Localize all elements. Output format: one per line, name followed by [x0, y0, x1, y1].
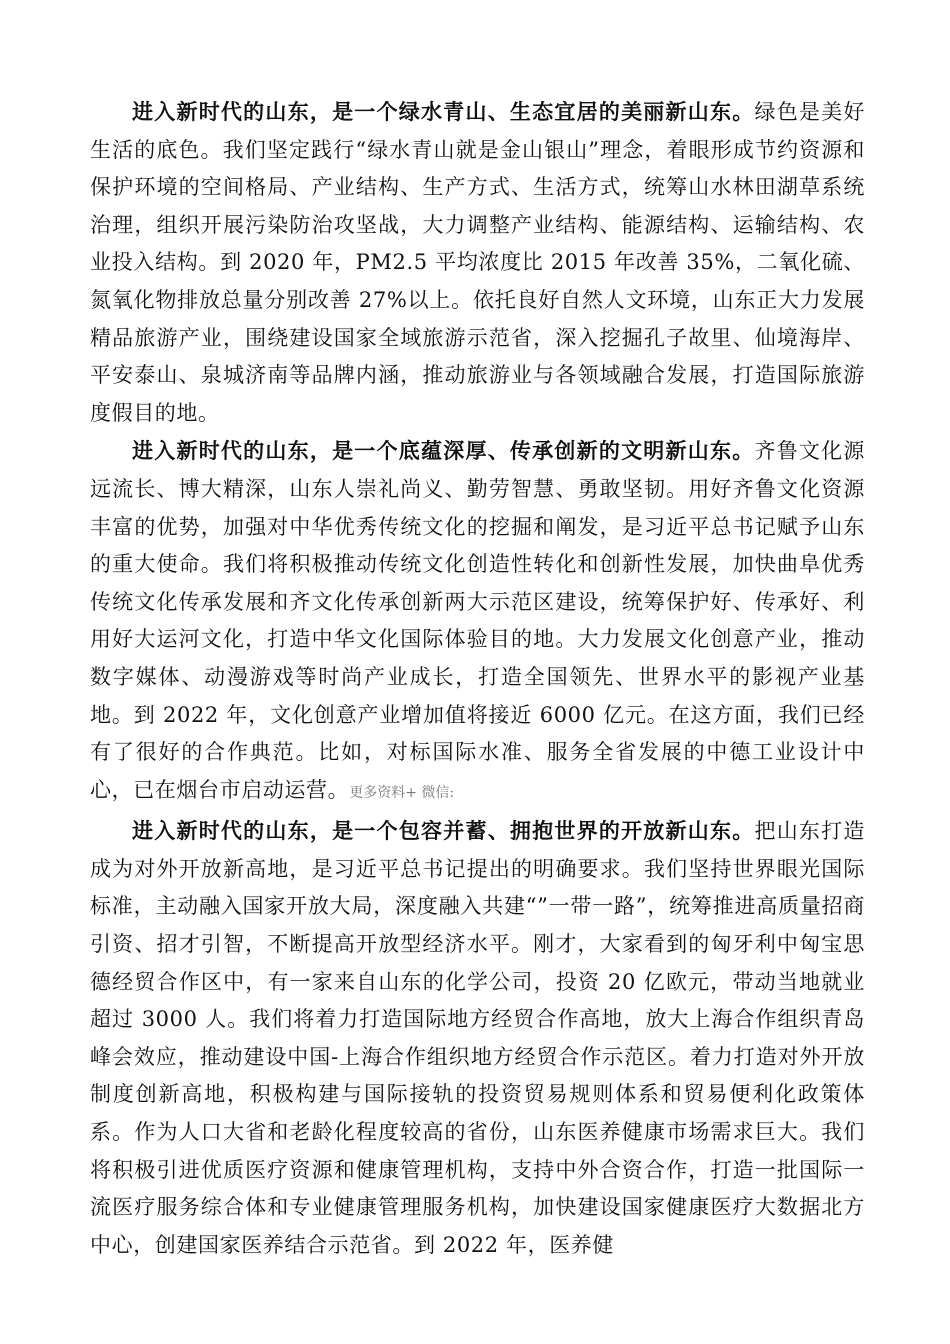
watermark-note: 更多资料+ 微信:: [349, 784, 455, 801]
paragraph-lead: 进入新时代的山东，是一个绿水青山、生态宜居的美丽新山东。: [132, 99, 755, 124]
paragraph-lead: 进入新时代的山东，是一个包容并蓄、拥抱世界的开放新山东。: [132, 818, 755, 844]
document-page: [90, 93, 865, 1264]
paragraph-open-shandong: [90, 812, 865, 1264]
paragraph-body: 绿色是美好生活的底色。我们坚定践行“绿水青山就是金山银山”理念，着眼形成节约资源和保护环境的空间格局、产业结构、生产方式、生活方式，统筹山水林田湖草系统治理，组织开展污染防治攻坚战，大力调整产业结构、能源结构、运输结构、农业投入结构。到 2020 年，PM2.5 平均浓度比 2015 年改善 35%，二氧化硫、氮氧化物排放总量分别改善 27%以上。依托良好自然人文环境，山东正大力发展精品旅游产业，围绕建设国家全域旅游示范省，深入挖掘孔子故里、仙境海岸、平安泰山、泉城济南等品牌内涵，推动旅游业与各领域融合发展，打造国际旅游度假目的地。: [90, 100, 865, 425]
paragraph-green-shandong: [90, 93, 865, 432]
paragraph-body: 把山东打造成为对外开放新高地，是习近平总书记提出的明确要求。我们坚持世界眼光国际标准，主动融入国家开放大局，深度融入共建“”一带一路”，统筹推进高质量招商引资、招才引智，不断提高开放型经济水平。刚才，大家看到的匈牙利中匈宝思德经贸合作区中，有一家来自山东的化学公司，投资 20 亿欧元，带动当地就业超过 3000 人。我们将着力打造国际地方经贸合作高地，放大上海合作组织青岛峰会效应，推动建设中国-上海合作组织地方经贸合作示范区。着力打造对外开放制度创新高地，积极构建与国际接轨的投资贸易规则体系和贸易便利化政策体系。作为人口大省和老龄化程度较高的省份，山东医养健康市场需求巨大。我们将积极引进优质医疗资源和健康管理机构，支持中外合资合作，打造一批国际一流医疗服务综合体和专业健康管理服务机构，加快建设国家健康医疗大数据北方中心，创建国家医养结合示范省。到 2022 年，医养健: [90, 819, 865, 1257]
paragraph-lead: 进入新时代的山东，是一个底蕴深厚、传承创新的文明新山东。: [132, 438, 755, 464]
paragraph-body: 齐鲁文化源远流长、博大精深，山东人崇礼尚义、勤劳智慧、勇敢坚韧。用好齐鲁文化资源丰富的优势，加强对中华优秀传统文化的挖掘和阐发，是习近平总书记赋予山东的重大使命。我们将积极推动传统文化创造性转化和创新性发展，加快曲阜优秀传统文化传承发展和齐文化传承创新两大示范区建设，统筹保护好、传承好、利用好大运河文化，打造中华文化国际体验目的地。大力发展文化创意产业，推动数字媒体、动漫游戏等时尚产业成长，打造全国领先、世界水平的影视产业基地。到 2022 年，文化创意产业增加值将接近 6000 亿元。在这方面，我们已经有了很好的合作典范。比如，对标国际水准、服务全省发展的中德工业设计中心，已在烟台市启动运营。: [90, 439, 865, 802]
paragraph-civilized-shandong: [90, 432, 865, 812]
